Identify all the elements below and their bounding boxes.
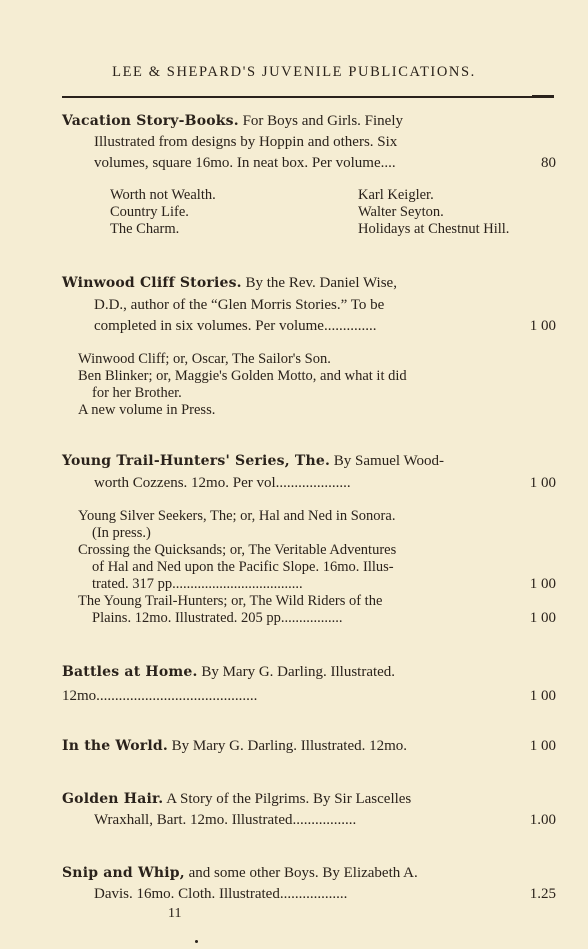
entry-first-line: [62, 737, 407, 755]
list-item: Young Silver Seekers, The; or, Hal and Ned in Sonora.: [78, 508, 396, 524]
entry-title: Battles at Home.: [62, 664, 198, 680]
price: 1 00: [529, 738, 556, 754]
price: 1 00: [529, 610, 556, 626]
list-item: Winwood Cliff; or, Oscar, The Sailor's Son.: [78, 351, 331, 367]
entry-text: completed in six volumes. Per volume..............: [94, 318, 377, 334]
entry-first-line: [62, 663, 395, 681]
list-item: of Hal and Ned upon the Pacific Slope. 16mo. Illus-: [92, 559, 394, 575]
price: 80: [541, 155, 556, 171]
list-item: Country Life.: [110, 204, 189, 220]
list-item: A new volume in Press.: [78, 402, 216, 418]
entry-first-line: [62, 274, 397, 292]
list-item: The Young Trail-Hunters; or, The Wild Riders of the: [78, 593, 383, 609]
price: 1.25: [529, 886, 556, 902]
list-item: Ben Blinker; or, Maggie's Golden Motto, and what it did: [78, 368, 407, 384]
entry-title: In the World.: [62, 738, 168, 754]
entry-first-line: [62, 112, 403, 130]
entry-text: Wraxhall, Bart. 12mo. Illustrated.................: [94, 812, 357, 828]
price: 1 00: [529, 688, 556, 704]
list-item: Walter Seyton.: [358, 204, 444, 220]
entry-text: By the Rev. Daniel Wise,: [245, 275, 397, 291]
entry-title: Snip and Whip,: [62, 865, 185, 881]
entry-text: By Samuel Wood-: [333, 453, 444, 469]
entry-title: Golden Hair.: [62, 791, 164, 807]
page-number: 11: [168, 906, 182, 921]
list-item: The Charm.: [110, 221, 180, 237]
entry-text: By Mary G. Darling. Illustrated.: [201, 664, 396, 680]
list-item: (In press.): [92, 525, 151, 541]
list-item: Karl Keigler.: [358, 187, 434, 203]
price: 1 00: [529, 576, 556, 592]
list-item: Plains. 12mo. Illustrated. 205 pp.................: [92, 610, 343, 626]
list-item: Worth not Wealth.: [110, 187, 216, 203]
entry-text: For Boys and Girls. Finely: [242, 113, 404, 129]
header-rule: [62, 96, 554, 98]
page-header: LEE & SHEPARD'S JUVENILE PUBLICATIONS.: [112, 64, 476, 80]
price: 1 00: [529, 475, 556, 491]
entry-first-line: [62, 864, 418, 882]
entry-text: and some other Boys. By Elizabeth A.: [188, 865, 418, 881]
entry-first-line: [62, 452, 444, 470]
entry-text: D.D., author of the “Glen Morris Stories.” To be: [94, 297, 385, 313]
entry-text: Davis. 16mo. Cloth. Illustrated..................: [94, 886, 348, 902]
ink-speck: [195, 940, 198, 943]
list-item: Holidays at Chestnut Hill.: [358, 221, 510, 237]
entry-title: Vacation Story-Books.: [62, 113, 239, 129]
entry-text: By Mary G. Darling. Illustrated. 12mo.: [171, 738, 408, 754]
entry-text: A Story of the Pilgrims. By Sir Lascelles: [166, 791, 412, 807]
list-item: trated. 317 pp....................................: [92, 576, 303, 592]
entry-first-line: [62, 790, 411, 808]
entry-text: worth Cozzens. 12mo. Per vol....................: [94, 475, 351, 491]
entry-title: Winwood Cliff Stories.: [62, 275, 242, 291]
list-item: for her Brother.: [92, 385, 182, 401]
entry-text: 12mo...........................................: [62, 688, 258, 704]
entry-text: Illustrated from designs by Hoppin and others. Six: [94, 134, 398, 150]
price: 1 00: [529, 318, 556, 334]
price: 1.00: [529, 812, 556, 828]
entry-title: Young Trail-Hunters' Series, The.: [62, 453, 331, 469]
entry-text: volumes, square 16mo. In neat box. Per volume....: [94, 155, 396, 171]
list-item: Crossing the Quicksands; or, The Veritable Adventures: [78, 542, 397, 558]
